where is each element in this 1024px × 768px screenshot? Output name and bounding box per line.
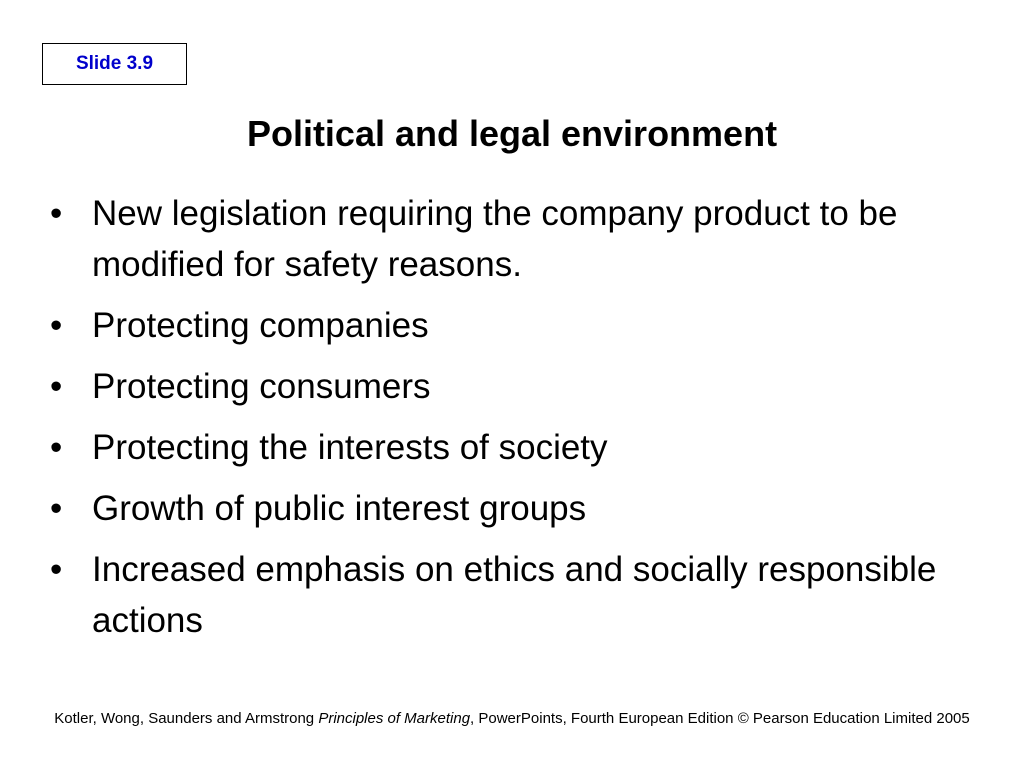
slide-number-label: Slide 3.9 [75, 53, 154, 74]
footer-citation [0, 708, 1024, 730]
bullet-icon: • [50, 306, 63, 345]
footer-authors: Kotler, Wong, Saunders and Armstrong [54, 710, 319, 727]
bullet-icon: • [50, 428, 63, 467]
footer-edition: , PowerPoints, Fourth European Edition © Pearson Education Limited 2005 [470, 710, 970, 727]
bullet-item [50, 188, 990, 290]
bullet-text: Protecting the interests of society [92, 428, 608, 467]
bullet-item [50, 544, 990, 646]
footer-book-title: Principles of Marketing [318, 710, 471, 727]
slide-title: Political and legal environment [246, 113, 778, 154]
bullet-item [50, 483, 990, 534]
slide-number-badge [42, 43, 187, 85]
bullet-text: Increased emphasis on ethics and socially responsible actions [92, 550, 937, 640]
bullet-text: Protecting consumers [92, 367, 431, 406]
bullet-text: Growth of public interest groups [92, 489, 587, 528]
bullet-text: Protecting companies [92, 306, 429, 345]
bullet-icon: • [50, 194, 63, 233]
bullet-icon: • [50, 550, 63, 589]
bullet-list [50, 188, 990, 656]
bullet-icon: • [50, 489, 63, 528]
bullet-item [50, 422, 990, 473]
bullet-item [50, 361, 990, 412]
bullet-text: New legislation requiring the company product to be modified for safety reasons. [92, 194, 898, 284]
bullet-icon: • [50, 367, 63, 406]
bullet-item [50, 300, 990, 351]
